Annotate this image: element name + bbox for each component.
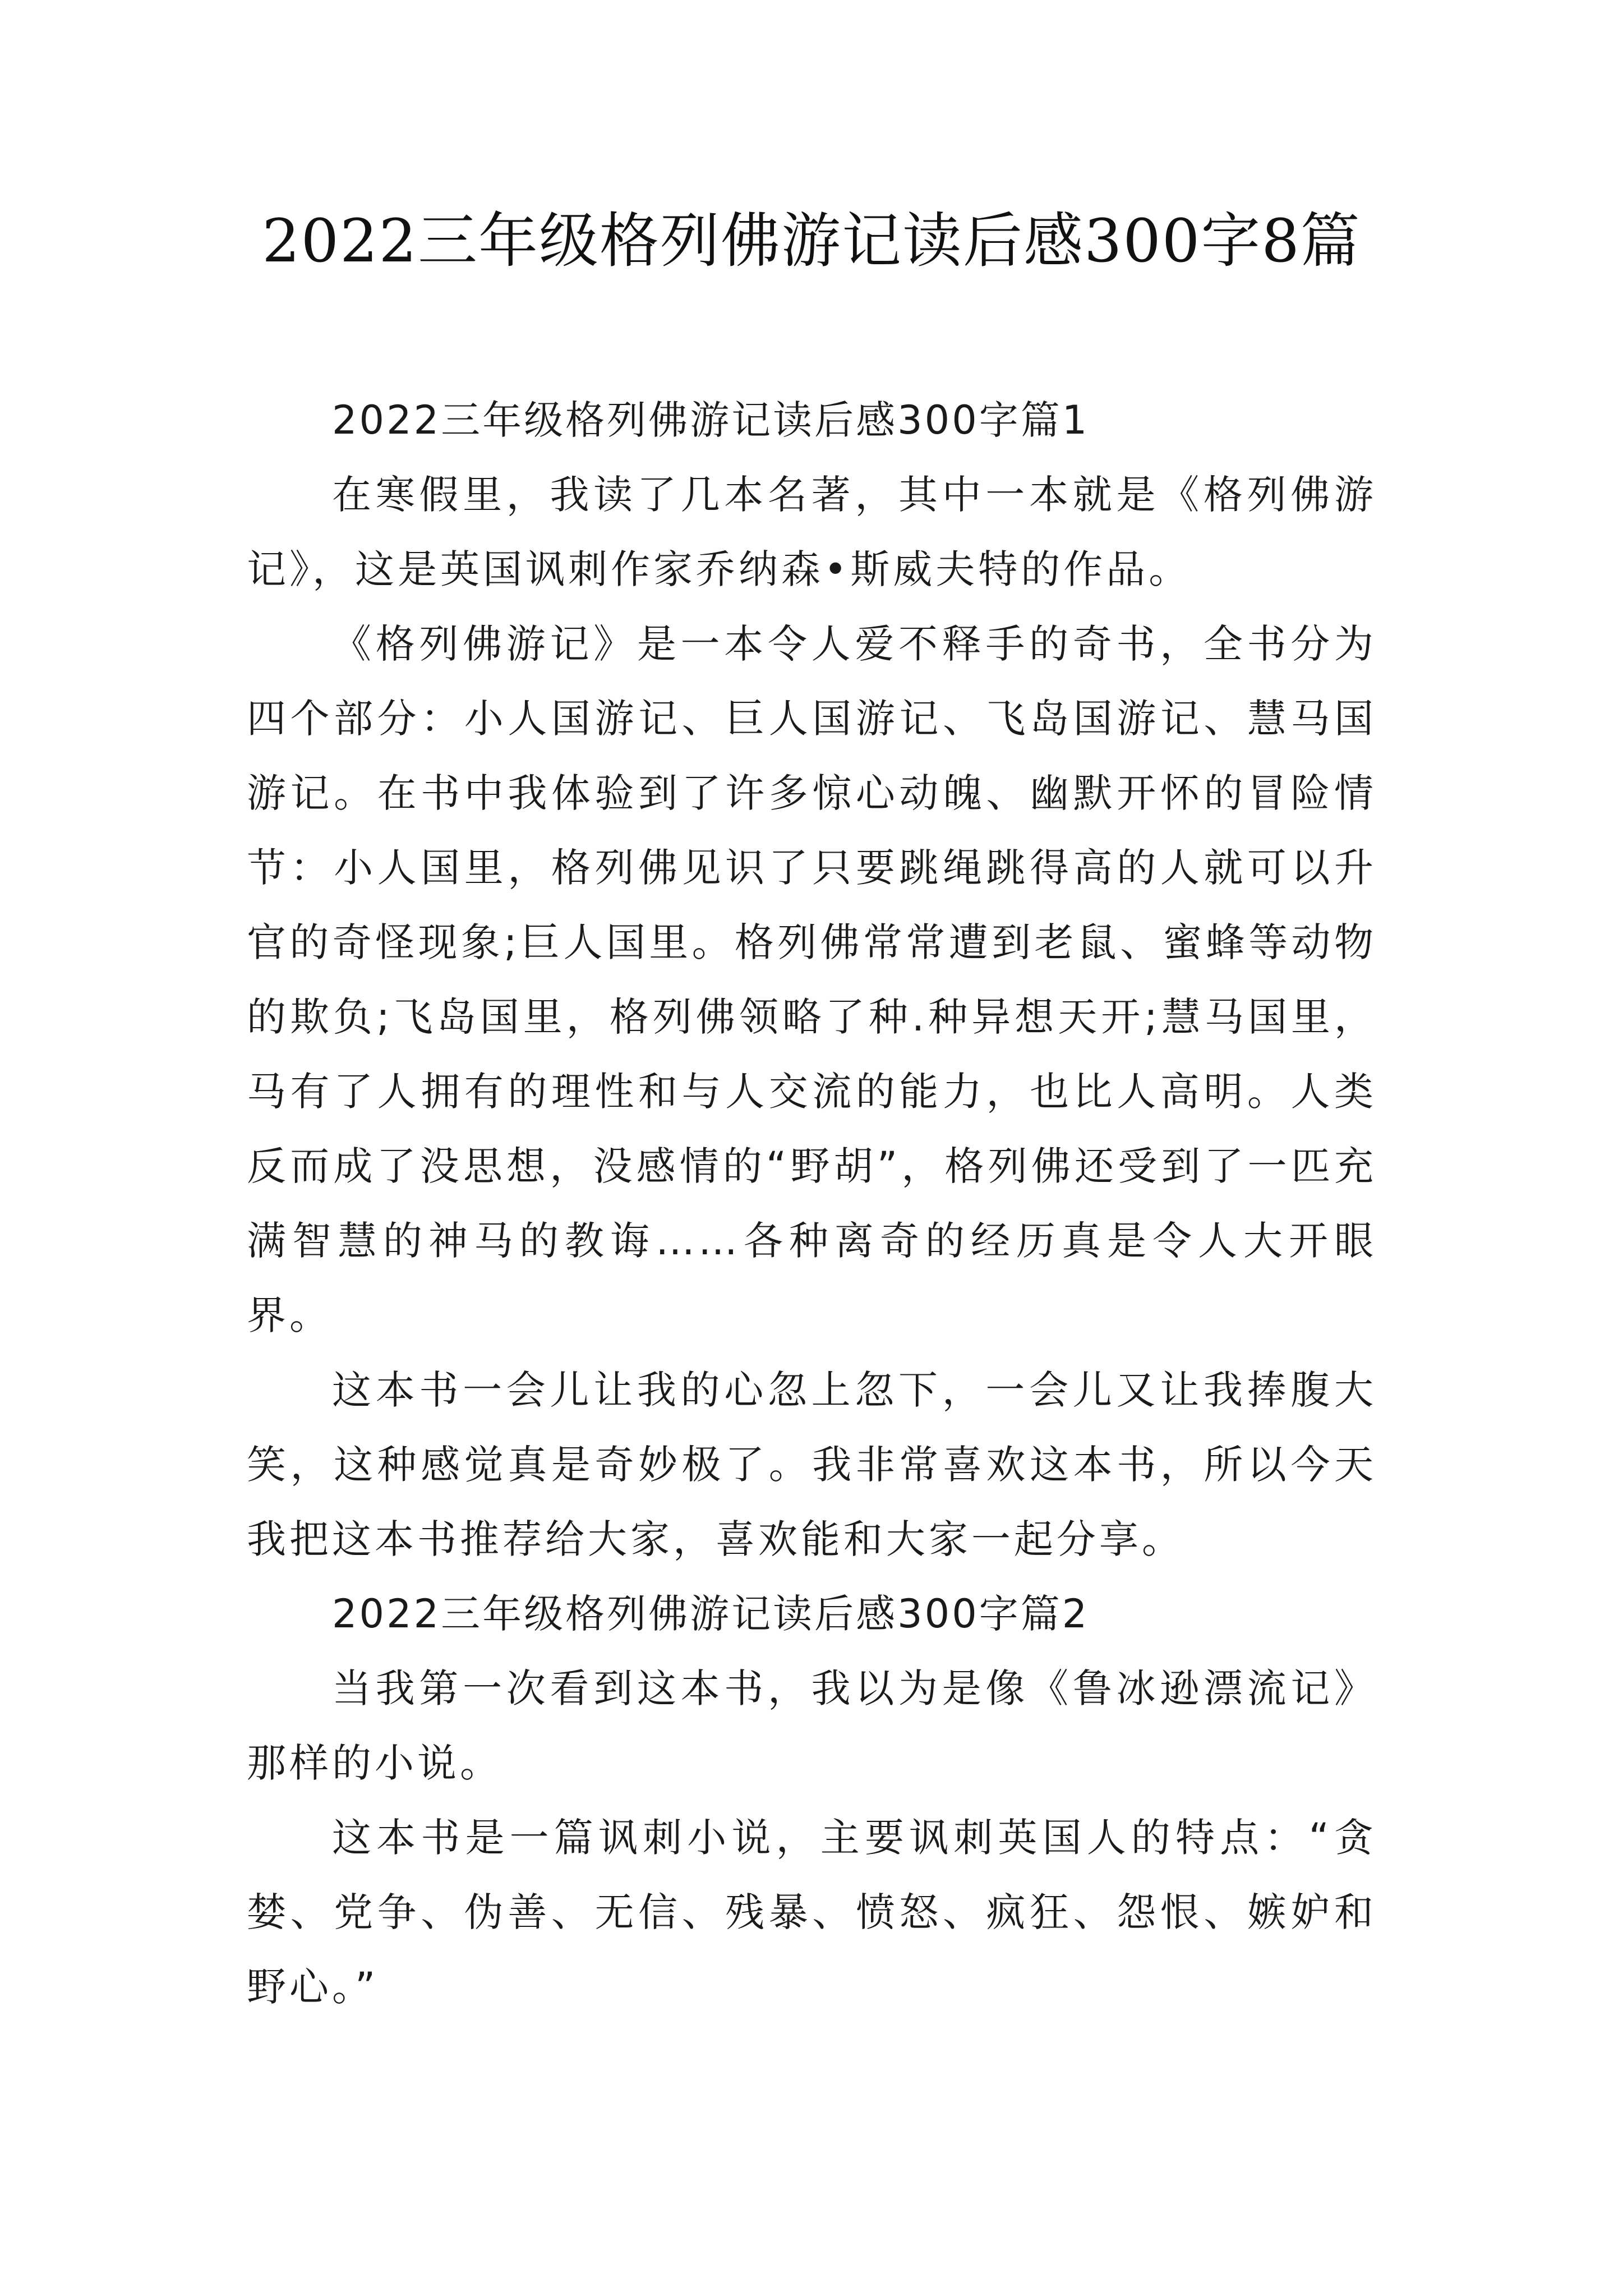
document-body bbox=[247, 383, 1377, 2024]
section-heading-2: 2022三年级格列佛游记读后感300字篇2 bbox=[332, 1591, 1090, 1637]
paragraph-4: 当我第一次看到这本书，我以为是像《鲁冰逊漂流记》那样的小说。 bbox=[247, 1665, 1377, 1786]
paragraph-1: 在寒假里，我读了几本名著，其中一本就是《格列佛游记》，这是英国讽刺作家乔纳森•斯威夫特的作品。 bbox=[247, 472, 1377, 592]
paragraph-2: 《格列佛游记》是一本令人爱不释手的奇书，全书分为四个部分：小人国游记、巨人国游记、飞岛国游记、慧马国游记。在书中我体验到了许多惊心动魄、幽默开怀的冒险情节：小人国里，格列佛见识了只要跳绳跳得高的人就可以升官的奇怪现象;巨人国里。格列佛常常遭到老鼠、蜜蜂等动物的欺负;飞岛国里，格列佛领略了种.种异想天开;慧马国里，马有了人拥有的理性和与人交流的能力，也比人高明。人类反而成了没思想，没感情的“野胡”，格列佛还受到了一匹充满智慧的神马的教诲……各种离奇的经历真是令人大开眼界。 bbox=[247, 621, 1377, 1338]
paragraph-3: 这本书一会儿让我的心忽上忽下，一会儿又让我捧腹大笑，这种感觉真是奇妙极了。我非常喜欢这本书，所以今天我把这本书推荐给大家，喜欢能和大家一起分享。 bbox=[247, 1367, 1377, 1562]
section-heading-1: 2022三年级格列佛游记读后感300字篇1 bbox=[332, 397, 1090, 443]
paragraph-5: 这本书是一篇讽刺小说，主要讽刺英国人的特点：“贪婪、党争、伪善、无信、残暴、愤怒、疯狂、怨恨、嫉妒和野心。” bbox=[247, 1815, 1377, 2010]
document-title: 2022三年级格列佛游记读后感300字8篇 bbox=[262, 206, 1361, 275]
